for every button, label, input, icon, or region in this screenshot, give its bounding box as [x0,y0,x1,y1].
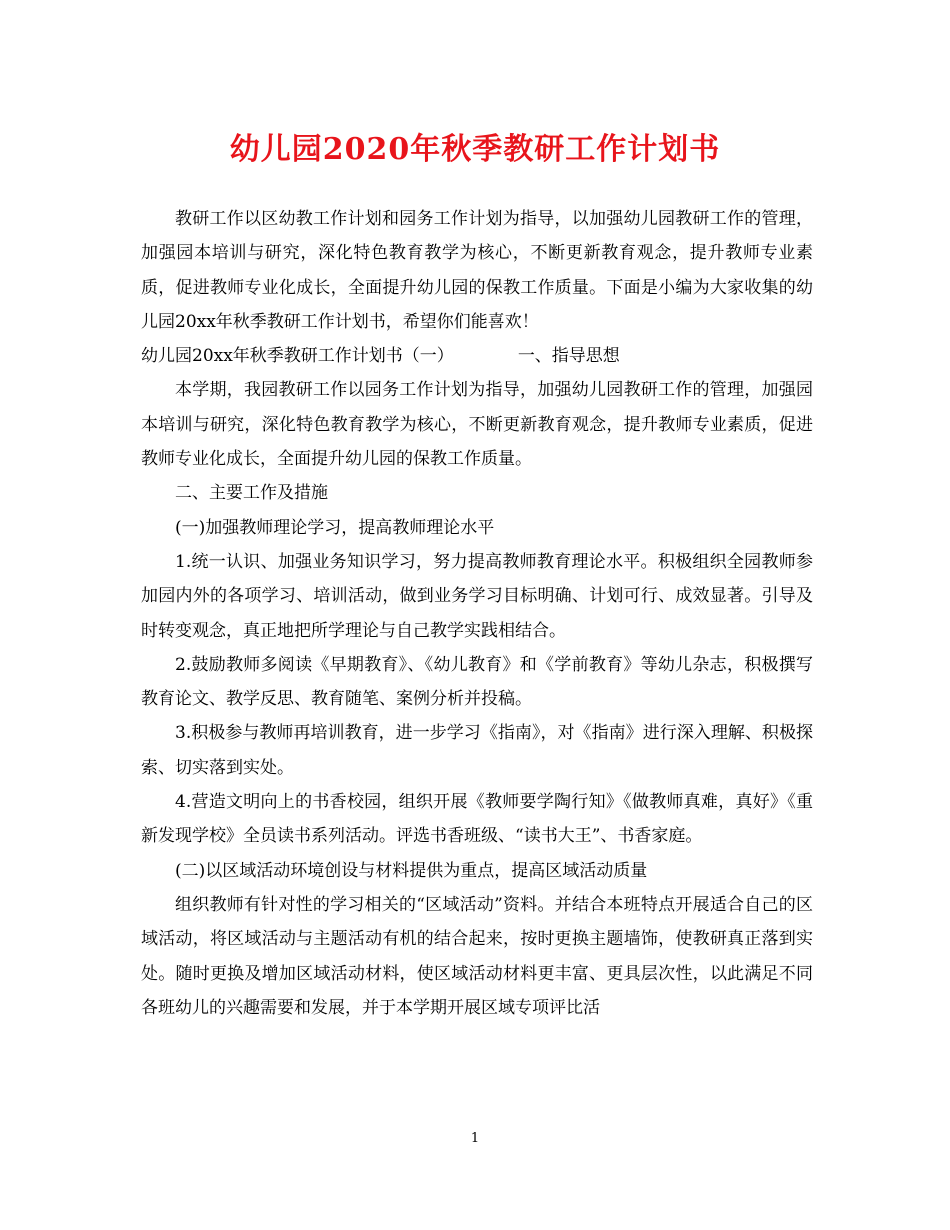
section2-heading: 二、主要工作及措施 [175,483,328,504]
sub2-heading: (二)以区域活动环境创设与材料提供为重点，提高区域活动质量 [175,860,648,881]
subtitle-line [141,339,813,373]
item-3: 3.积极参与教师再培训教育，进一步学习《指南》，对《指南》进行深入理解、积极探索、切实落到实处。 [141,723,813,778]
sub1-heading: (一)加强教师理论学习，提高教师理论水平 [175,517,495,538]
intro-paragraph: 教研工作以区幼教工作计划和园务工作计划为指导，以加强幼儿园教研工作的管理，加强园本培训与研究，深化特色教育教学为核心，不断更新教育观念，提升教师专业素质，促进教师专业化成长，全面提升幼儿园的保教工作质量。下面是小编为大家收集的幼儿园20xx年秋季教研工作计划书，希望你们能喜欢！ [141,209,813,332]
item-2: 2.鼓励教师多阅读《早期教育》、《幼儿教育》和《学前教育》等幼儿杂志，积极撰写教育论文、教学反思、教育随笔、案例分析并投稿。 [141,654,813,710]
page-number: 1 [470,1131,480,1146]
section1-heading: 一、指导思想 [517,346,620,367]
item-1: 1.统一认识、加强业务知识学习，努力提高教师教育理论水平。积极组织全园教师参加园内外的各项学习、培训活动，做到业务学习目标明确、计划可行、成效显著。引导及时转变观念，真正地把所学理论与自己教学实践相结合。 [141,551,813,641]
item-4: 4.营造文明向上的书香校园，组织开展《教师要学陶行知》《做教师真难，真好》《重新发现学校》全员读书系列活动。评选书香班级、“读书大王”、书香家庭。 [141,792,813,847]
document-body [141,202,813,1025]
sub2-paragraph: 组织教师有针对性的学习相关的“区域活动”资料。并结合本班特点开展适合自己的区域活动，将区域活动与主题活动有机的结合起来，按时更换主题墙饰，使教研真正落到实处。随时更换及增加区域活动材料，使区域活动材料更丰富、更具层次性，以此满足不同各班幼儿的兴趣需要和发展，并于本学期开展区域专项评比活 [141,894,813,1018]
section1-paragraph: 本学期，我园教研工作以园务工作计划为指导，加强幼儿园教研工作的管理，加强园本培训与研究，深化特色教育教学为核心，不断更新教育观念，提升教师专业素质，促进教师专业化成长，全面提升幼儿园的保教工作质量。 [141,380,813,470]
subtitle-part: 幼儿园20xx年秋季教研工作计划书（一） [141,346,454,367]
document-title: 幼儿园2020年秋季教研工作计划书 [229,132,721,167]
